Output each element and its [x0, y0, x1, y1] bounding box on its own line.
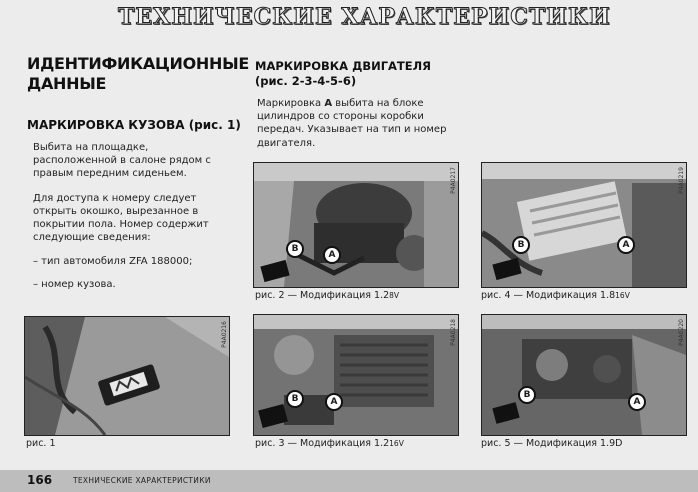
engine-illustration	[254, 315, 458, 435]
body-marking-illustration	[25, 317, 229, 435]
marker-b: B	[286, 390, 304, 408]
paragraph-location: Выбита на площадке, расположенной в салоне рядом с правым передним сиденьем.	[33, 142, 211, 180]
figure-5-caption	[481, 438, 622, 449]
caption-text: рис. 5 — Модификация 1.9D	[481, 438, 623, 449]
paragraph-access: Для доступа к номеру следует открыть окошко, вырезанное в покрытии пола. Номер содержит следующие сведения:	[33, 192, 209, 244]
page-title: ТЕХНИЧЕСКИЕ ХАРАКТЕРИСТИКИ	[118, 4, 611, 30]
engine-illustration	[482, 163, 686, 287]
figure-3-photo	[253, 314, 459, 436]
engine-marking-title	[255, 59, 431, 89]
marker-b: B	[512, 236, 530, 254]
body-marking-title: МАРКИРОВКА КУЗОВА (рис. 1)	[27, 118, 241, 132]
figure-code: P4A0220	[678, 319, 685, 346]
engine-illustration	[482, 315, 686, 435]
caption-suffix: 16V	[615, 291, 630, 300]
caption-suffix: 8V	[389, 291, 400, 300]
section-title: ИДЕНТИФИКАЦИОННЫЕ ДАННЫЕ	[27, 54, 250, 93]
marker-a: A	[617, 236, 635, 254]
footer-section: ТЕХНИЧЕСКИЕ ХАРАКТЕРИСТИКИ	[73, 476, 211, 485]
caption-text: рис. 3 — Модификация 1.2	[255, 438, 390, 449]
marker-a: A	[323, 246, 341, 264]
figure-4-photo	[481, 162, 687, 288]
figure-2-caption	[255, 290, 399, 301]
body-marking-text	[33, 141, 231, 291]
marker-a: A	[325, 393, 343, 411]
caption-text: рис. 2 — Модификация 1.2	[255, 290, 390, 301]
page-number: 166	[27, 473, 53, 487]
engine-mark-letter: А	[324, 98, 333, 109]
figure-code: P4A0217	[450, 167, 457, 194]
engine-title-line-2: (рис. 2-3-4-5-6)	[255, 74, 357, 88]
figure-code: P4A0216	[221, 321, 228, 348]
marker-b: B	[286, 240, 304, 258]
list-item: – тип автомобиля ZFA 188000;	[33, 256, 193, 268]
figure-4-caption	[481, 290, 630, 301]
figure-1-caption: рис. 1	[26, 438, 56, 449]
engine-illustration	[254, 163, 458, 287]
list-item: – номер кузова.	[33, 278, 116, 290]
figure-1-photo	[24, 316, 230, 436]
figure-3-caption	[255, 438, 404, 449]
figure-code: P4A0219	[678, 167, 685, 194]
engine-marking-text	[257, 97, 453, 150]
marker-b: B	[518, 386, 536, 404]
engine-title-line-1: МАРКИРОВКА ДВИГАТЕЛЯ	[255, 59, 432, 73]
caption-text: рис. 4 — Модификация 1.8	[481, 290, 616, 301]
figure-code: P4A0218	[450, 319, 457, 346]
caption-suffix: 16V	[389, 439, 404, 448]
engine-text-before: Маркировка	[257, 98, 325, 109]
marker-a: A	[628, 393, 646, 411]
engine-text-after: выбита на блоке цилиндров со стороны коробки передач. Указывает на тип и номер двигателя.	[257, 98, 447, 149]
figure-5-photo	[481, 314, 687, 436]
figure-2-photo	[253, 162, 459, 288]
